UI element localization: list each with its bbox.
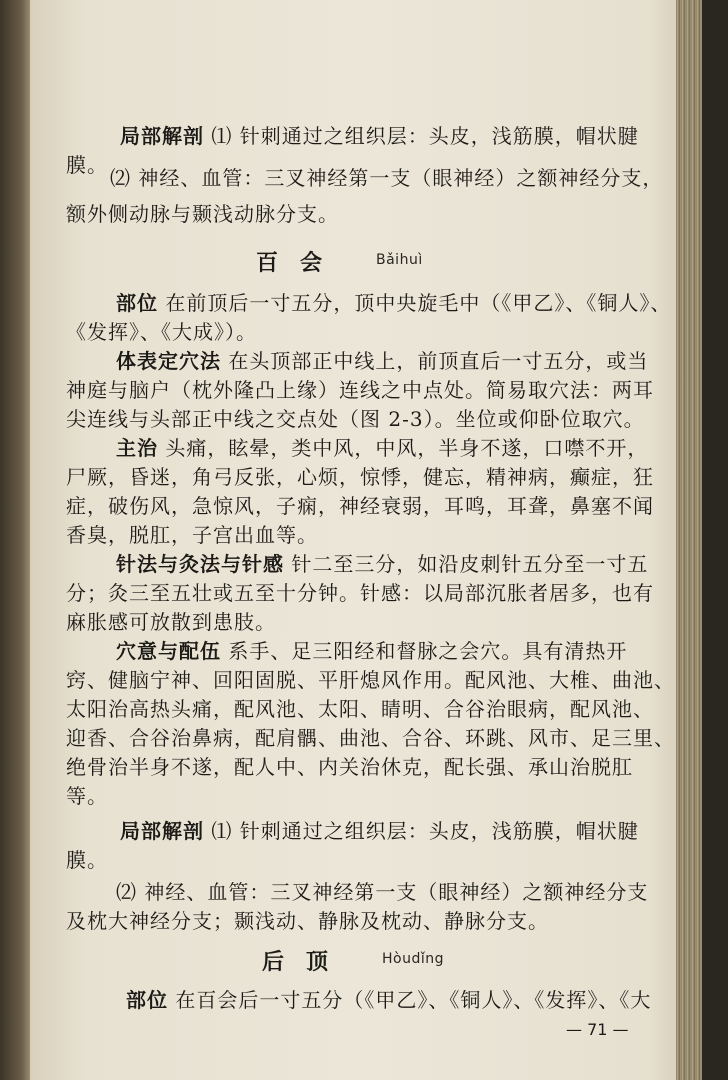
section-label: 部位	[126, 988, 168, 1012]
line-text: 在前顶后一寸五分，顶中央旋毛中（《甲乙》、《铜人》、	[158, 291, 672, 315]
section-label: 主治	[116, 436, 158, 460]
text-line	[66, 909, 549, 933]
line-text: 膜。	[66, 153, 108, 177]
text-line	[66, 153, 108, 177]
acupoint-pinyin: Hòudǐng	[382, 951, 445, 967]
text-line	[110, 166, 663, 190]
text-line	[66, 407, 645, 431]
text-line	[66, 465, 654, 489]
text-line	[66, 784, 108, 808]
text-line	[120, 819, 639, 843]
line-text: 太阳治高热头痛，配风池、太阳、睛明、合谷治眼病，配风池、	[66, 697, 654, 721]
text-line	[66, 726, 675, 750]
section-label: 穴意与配伍	[116, 639, 221, 663]
text-line	[66, 581, 654, 605]
line-text: 系手、足三阳经和督脉之会穴。具有清热开	[221, 639, 628, 663]
text-line	[66, 610, 276, 634]
text-line	[116, 552, 648, 576]
text-line	[116, 880, 648, 904]
text-line	[66, 668, 675, 692]
text-line	[116, 436, 648, 460]
text-line	[116, 639, 627, 663]
line-text: 神庭与脑户（枕外隆凸上缘）连线之中点处。简易取穴法：两耳	[66, 378, 654, 402]
section-label: 部位	[116, 291, 158, 315]
line-text: 在头顶部正中线上，前顶直后一寸五分，或当	[221, 349, 649, 373]
line-text: 分；灸三至五壮或五至十分钟。针感：以局部沉胀者居多，也有	[66, 581, 654, 605]
text-line	[126, 988, 651, 1012]
text-line	[116, 291, 671, 315]
section-label: 局部解剖	[120, 819, 204, 843]
line-text: ⑵ 神经、血管：三叉神经第一支（眼神经）之额神经分支，	[110, 166, 664, 190]
line-text: 等。	[66, 784, 108, 808]
text-line	[66, 523, 318, 547]
text-line	[66, 494, 654, 518]
line-text: 《发挥》、《大成》）。	[66, 320, 257, 344]
line-text: 症，破伤风，急惊风，子痫，神经衰弱，耳鸣，耳聋，鼻塞不闻	[66, 494, 654, 518]
text-line	[66, 202, 339, 226]
section-label: 体表定穴法	[116, 349, 221, 373]
line-text: 针二至三分，如沿皮刺针五分至一寸五	[284, 552, 649, 576]
line-text: 尖连线与头部正中线之交点处（图 2-3）。坐位或仰卧位取穴。	[66, 407, 645, 431]
text-line	[66, 755, 633, 779]
line-text: 麻胀感可放散到患肢。	[66, 610, 276, 634]
line-text: 尸厥，昏迷，角弓反张，心烦，惊悸，健忘，精神病，癫症，狂	[66, 465, 654, 489]
line-text: 香臭，脱肛，子宫出血等。	[66, 523, 318, 547]
line-text: ⑵ 神经、血管：三叉神经第一支（眼神经）之额神经分支	[116, 880, 649, 904]
line-text: ⑴ 针刺通过之组织层：头皮，浅筋膜，帽状腱	[204, 124, 639, 148]
line-text: 额外侧动脉与颞浅动脉分支。	[66, 202, 339, 226]
acupoint-heading: 百会	[256, 251, 345, 276]
acupoint-heading: 后顶	[262, 950, 351, 975]
line-text: ⑴ 针刺通过之组织层：头皮，浅筋膜，帽状腱	[204, 819, 639, 843]
acupoint-pinyin: Bǎihuì	[376, 252, 423, 268]
line-text: 在百会后一寸五分（《甲乙》、《铜人》、《发挥》、《大	[168, 988, 652, 1012]
text-line	[66, 320, 257, 344]
text-line	[66, 848, 108, 872]
text-line	[66, 378, 654, 402]
line-text: 头痛，眩晕，类中风，中风，半身不遂，口噤不开，	[158, 436, 649, 460]
book-page	[30, 0, 702, 1080]
text-line	[120, 124, 639, 148]
text-line	[116, 349, 648, 373]
section-label: 局部解剖	[120, 124, 204, 148]
text-line	[66, 697, 654, 721]
line-text: 窍、健脑宁神、回阳固脱、平肝熄风作用。配风池、大椎、曲池、	[66, 668, 675, 692]
line-text: 绝骨治半身不遂，配人中、内关治休克，配长强、承山治脱肛	[66, 755, 633, 779]
section-label: 针法与灸法与针感	[116, 552, 284, 576]
page-number: — 71 —	[566, 1020, 629, 1039]
line-text: 及枕大神经分支；颞浅动、静脉及枕动、静脉分支。	[66, 909, 549, 933]
line-text: 迎香、合谷治鼻病，配肩髃、曲池、合谷、环跳、风市、足三里、	[66, 726, 675, 750]
line-text: 膜。	[66, 848, 108, 872]
page-edge-stack	[676, 0, 702, 1080]
